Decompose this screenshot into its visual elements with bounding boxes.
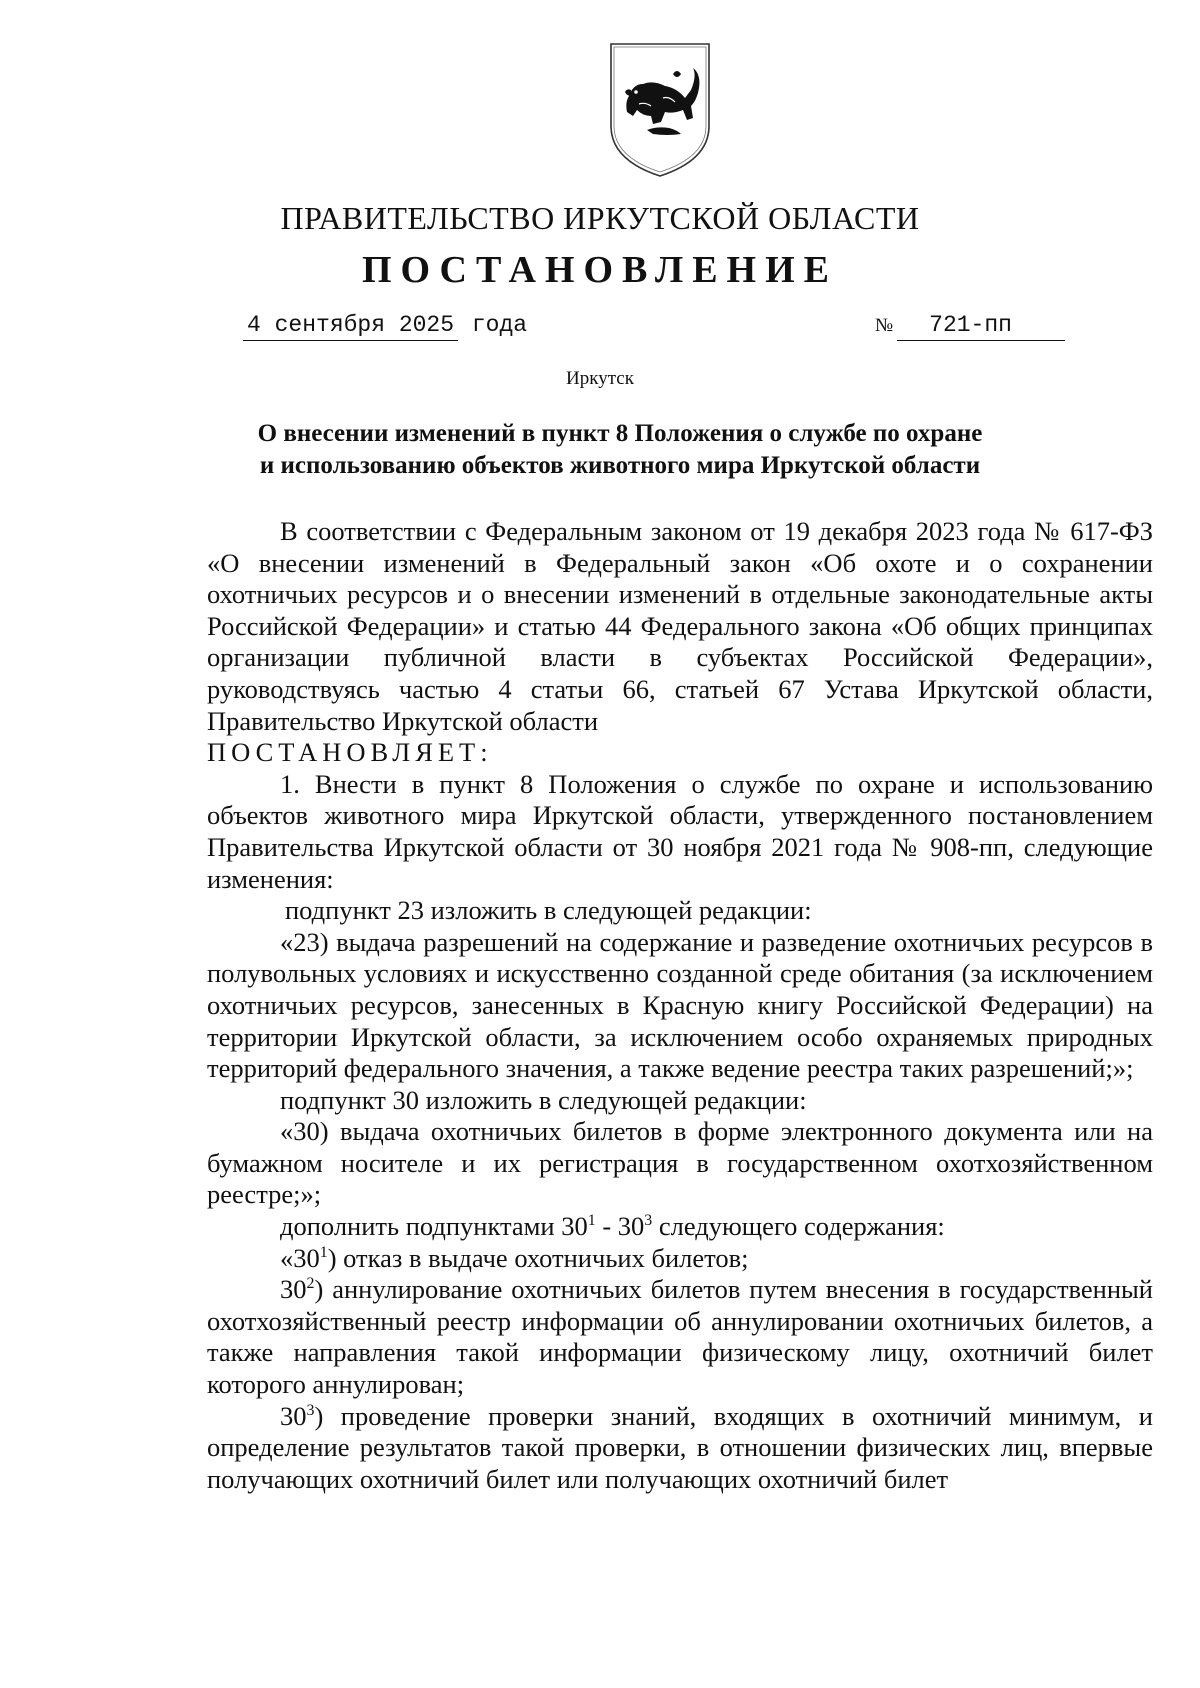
superscript: 1: [319, 1243, 328, 1261]
paragraph-subitem-30-3: [207, 1401, 1153, 1496]
number-value: 721-пп: [897, 312, 1065, 341]
superscript: 2: [306, 1275, 315, 1293]
superscript: 1: [587, 1212, 596, 1230]
paragraph-subitem-30: «30) выдача охотничьих билетов в форме электронного документа или на бумажном носителе и их регистрация в государственном охотхозяйственном реестре;»;: [207, 1116, 1153, 1210]
superscript: 3: [644, 1212, 653, 1230]
text-fragment: ) проведение проверки знаний, входящих в охотничий минимум, и определение результатов такой проверки, в отношении физических лиц, впервые получающих охотничий билет или получающих охотничий билет: [207, 1400, 1153, 1494]
document-body: [207, 516, 1153, 1495]
text-fragment: 30: [280, 1274, 307, 1305]
government-name: ПРАВИТЕЛЬСТВО ИРКУТСКОЙ ОБЛАСТИ: [280, 200, 920, 236]
paragraph-subitem-30-intro: подпункт 30 изложить в следующей редакции:: [280, 1084, 807, 1115]
paragraph-preamble: В соответствии с Федеральным законом от 19 декабря 2023 года № 617-ФЗ «О внесении изменений в Федеральный закон «Об охоте и о сохранении охотничьих ресурсов и о внесении изменений в отдельные законодательные акты Российской Федерации» и статью 44 Федерального закона «Об общих принципах организации публичной власти в субъектах Российской Федерации», руководствуясь частью 4 статьи 66, статьей 67 Устава Иркутской области, Правительство Иркутской области: [207, 516, 1153, 736]
superscript: 3: [306, 1401, 315, 1419]
paragraph-subitem-23: «23) выдача разрешений на содержание и разведение охотничьих ресурсов в полувольных условиях и искусственно созданной среде обитания (за исключением охотничьих ресурсов, занесенных в Красную книгу Российской Федерации) на территории Иркутской области, за исключением особо охраняемых природных территорий федерального значения, а также ведение реестра таких разрешений;»;: [207, 926, 1153, 1084]
document-city: Иркутск: [566, 368, 634, 389]
paragraph-item-1: 1. Внести в пункт 8 Положения о службе по охране и использованию объектов животного мира Иркутской области, утвержденного постановлением Правительства Иркутской области от 30 ноября 2021 года № 908-пп, следующие изменения:: [207, 768, 1153, 894]
text-fragment: дополнить подпунктами 30: [280, 1211, 588, 1242]
title-line-1: О внесении изменений в пункт 8 Положения о службе по охране: [257, 420, 983, 447]
paragraph-subitem-30-2: [207, 1274, 1153, 1400]
paragraph-add-subitems: [207, 1211, 1153, 1243]
paragraph-subitem-30-1: [207, 1243, 1153, 1275]
irkutsk-babr-coat-of-arms-icon: [607, 40, 713, 180]
number-sign: №: [875, 315, 894, 336]
resolves-keyword: ПОСТАНОВЛЯЕТ:: [207, 737, 493, 768]
text-fragment: 30: [280, 1400, 307, 1431]
text-fragment: «30: [280, 1242, 320, 1273]
text-fragment: ) аннулирование охотничьих билетов путем внесения в государственный охотхозяйственный реестр информации об аннулировании охотничьих билетов, а также направления такой информации физическому лицу, охотничий билет которого аннулирован;: [207, 1274, 1153, 1400]
paragraph-subitem-23-intro: подпункт 23 изложить в следующей редакции:: [285, 895, 812, 926]
text-fragment: следующего содержания:: [652, 1211, 945, 1242]
document-type: ПОСТАНОВЛЕНИЕ: [361, 249, 839, 291]
date-value: 4 сентября 2025: [243, 312, 458, 341]
text-fragment: ) отказ в выдаче охотничьих билетов;: [327, 1242, 749, 1273]
text-fragment: - 30: [595, 1211, 645, 1242]
title-line-2: и использованию объектов животного мира Иркутской области: [259, 452, 981, 479]
document-title: [200, 418, 1040, 482]
document-date: [243, 312, 527, 341]
document-number: [875, 312, 1065, 341]
date-suffix: года: [471, 312, 528, 338]
